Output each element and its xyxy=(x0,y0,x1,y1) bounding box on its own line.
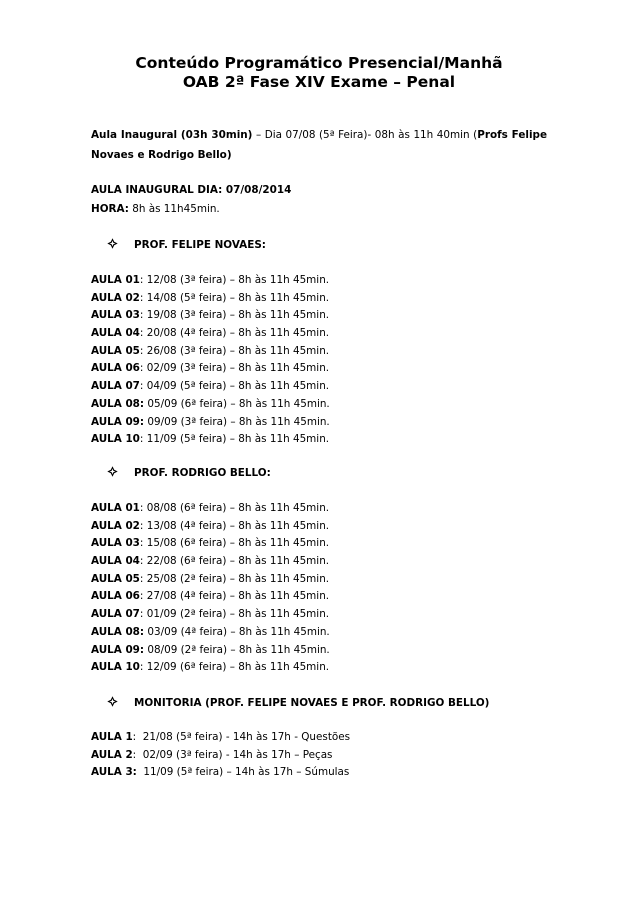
schedule-list-monitoria xyxy=(91,729,350,782)
row-sep: : xyxy=(139,661,144,674)
row-label: AULA 2 xyxy=(91,748,133,761)
row-text: 12/08 (3ª feira) – 8h às 11h 45min. xyxy=(143,274,330,286)
diamond-bullet-icon xyxy=(107,466,118,477)
row-label: AULA 08: xyxy=(91,625,145,638)
schedule-row xyxy=(91,325,330,343)
row-text: 21/08 (5ª feira) - 14h às 17h - Questões xyxy=(136,731,351,743)
row-label: AULA 01 xyxy=(91,274,140,286)
schedule-row xyxy=(91,414,330,432)
schedule-row xyxy=(91,535,330,553)
section-title: PROF. RODRIGO BELLO: xyxy=(134,467,271,479)
inaugural-hour xyxy=(91,201,220,217)
row-sep: : xyxy=(139,327,144,340)
row-label: AULA 03 xyxy=(91,537,140,550)
row-text: 02/09 (3ª feira) - 14h às 17h – Peças xyxy=(136,748,333,761)
inaugural-hour-label: HORA: xyxy=(91,203,129,215)
schedule-row xyxy=(91,659,330,677)
schedule-row xyxy=(91,272,330,290)
intro-bold-start: Aula Inaugural (03h 30min) xyxy=(91,129,253,141)
schedule-row xyxy=(91,378,330,396)
row-sep: : xyxy=(139,362,144,375)
section-header-monitoria xyxy=(107,695,489,711)
row-label: AULA 06 xyxy=(91,362,140,375)
row-sep: : xyxy=(139,344,144,357)
row-text: 01/09 (2ª feira) – 8h às 11h 45min. xyxy=(143,608,330,621)
row-text: 08/08 (6ª feira) – 8h às 11h 45min. xyxy=(143,502,330,514)
schedule-row xyxy=(91,307,330,325)
schedule-row xyxy=(91,624,330,642)
document-title-line-2: OAB 2ª Fase XIV Exame – Penal xyxy=(182,73,456,91)
schedule-row xyxy=(91,606,330,624)
row-label: AULA 04 xyxy=(91,555,140,568)
section-header-rodrigo xyxy=(107,465,271,481)
row-label: AULA 10 xyxy=(91,433,140,446)
row-text: 04/09 (5ª feira) – 8h às 11h 45min. xyxy=(143,380,330,393)
row-text: 20/08 (4ª feira) – 8h às 11h 45min. xyxy=(143,327,330,340)
row-text: 11/09 (5ª feira) – 8h às 11h 45min. xyxy=(143,433,330,446)
schedule-row xyxy=(91,431,330,449)
schedule-row xyxy=(91,518,330,536)
schedule-row xyxy=(91,343,330,361)
row-text: 19/08 (3ª feira) – 8h às 11h 45min. xyxy=(143,309,330,322)
schedule-row xyxy=(91,500,330,518)
schedule-row xyxy=(91,747,350,765)
schedule-list-rodrigo xyxy=(91,500,330,677)
row-label: AULA 07 xyxy=(91,380,140,393)
row-sep: : xyxy=(139,502,144,514)
row-label: AULA 05 xyxy=(91,344,140,357)
intro-paragraph xyxy=(91,125,547,165)
row-sep: : xyxy=(139,572,144,585)
row-text: 11/09 (5ª feira) – 14h às 17h – Súmulas xyxy=(136,766,350,779)
row-label: AULA 02 xyxy=(91,519,140,532)
schedule-row xyxy=(91,642,330,660)
row-label: AULA 02 xyxy=(91,291,140,304)
row-sep: : xyxy=(139,590,144,603)
schedule-row xyxy=(91,588,330,606)
schedule-row xyxy=(91,729,350,747)
row-label: AULA 05 xyxy=(91,572,140,585)
row-text: 12/09 (6ª feira) – 8h às 11h 45min. xyxy=(143,661,330,674)
schedule-row xyxy=(91,290,330,308)
schedule-row xyxy=(91,764,350,782)
row-sep: : xyxy=(139,309,144,322)
row-text: 05/09 (6ª feira) – 8h às 11h 45min. xyxy=(144,397,330,410)
schedule-row xyxy=(91,360,330,378)
row-sep: : xyxy=(132,731,137,743)
row-sep: : xyxy=(132,748,137,761)
inaugural-day: AULA INAUGURAL DIA: 07/08/2014 xyxy=(91,184,292,196)
row-text: 25/08 (2ª feira) – 8h às 11h 45min. xyxy=(143,572,330,585)
row-label: AULA 1 xyxy=(91,731,133,743)
row-sep: : xyxy=(139,537,144,550)
row-label: AULA 10 xyxy=(91,661,140,674)
row-sep: : xyxy=(139,608,144,621)
row-sep: : xyxy=(139,519,144,532)
section-title: PROF. FELIPE NOVAES: xyxy=(134,239,266,251)
row-sep: : xyxy=(139,380,144,393)
row-label: AULA 07 xyxy=(91,608,140,621)
row-text: 22/08 (6ª feira) – 8h às 11h 45min. xyxy=(143,555,330,568)
row-label: AULA 01 xyxy=(91,502,140,514)
intro-middle-text: – Dia 07/08 (5ª Feira)- 08h às 11h 40min ( xyxy=(252,129,478,141)
inaugural-hour-value: 8h às 11h45min. xyxy=(128,203,220,215)
row-sep: : xyxy=(139,291,144,304)
section-header-felipe xyxy=(107,237,266,253)
row-text: 02/09 (3ª feira) – 8h às 11h 45min. xyxy=(143,362,330,375)
section-title: MONITORIA (PROF. FELIPE NOVAES E PROF. RODRIGO BELLO) xyxy=(134,697,490,709)
row-sep: : xyxy=(139,433,144,446)
row-label: AULA 06 xyxy=(91,590,140,603)
schedule-row xyxy=(91,396,330,414)
diamond-bullet-icon xyxy=(107,696,118,707)
schedule-row xyxy=(91,553,330,571)
document-title-line-1: Conteúdo Programático Presencial/Manhã xyxy=(135,54,503,72)
row-label: AULA 03 xyxy=(91,309,140,322)
row-label: AULA 08: xyxy=(91,397,145,410)
diamond-bullet-icon xyxy=(107,238,118,249)
row-sep: : xyxy=(139,555,144,568)
schedule-row xyxy=(91,571,330,589)
schedule-list-felipe xyxy=(91,272,330,449)
row-text: 03/09 (4ª feira) – 8h às 11h 45min. xyxy=(144,625,330,638)
row-label: AULA 09: xyxy=(91,415,145,428)
row-label: AULA 04 xyxy=(91,327,140,340)
row-label: AULA 3: xyxy=(91,766,137,779)
row-text: 14/08 (5ª feira) – 8h às 11h 45min. xyxy=(143,291,330,304)
intro-bold-end: Profs Felipe Novaes e Rodrigo Bello) xyxy=(91,129,547,161)
row-text: 08/09 (2ª feira) – 8h às 11h 45min. xyxy=(144,643,330,656)
row-sep: : xyxy=(139,274,144,286)
row-text: 15/08 (6ª feira) – 8h às 11h 45min. xyxy=(143,537,330,550)
row-text: 09/09 (3ª feira) – 8h às 11h 45min. xyxy=(144,415,330,428)
row-text: 26/08 (3ª feira) – 8h às 11h 45min. xyxy=(143,344,330,357)
row-text: 13/08 (4ª feira) – 8h às 11h 45min. xyxy=(143,519,330,532)
row-text: 27/08 (4ª feira) – 8h às 11h 45min. xyxy=(143,590,330,603)
row-label: AULA 09: xyxy=(91,643,145,656)
